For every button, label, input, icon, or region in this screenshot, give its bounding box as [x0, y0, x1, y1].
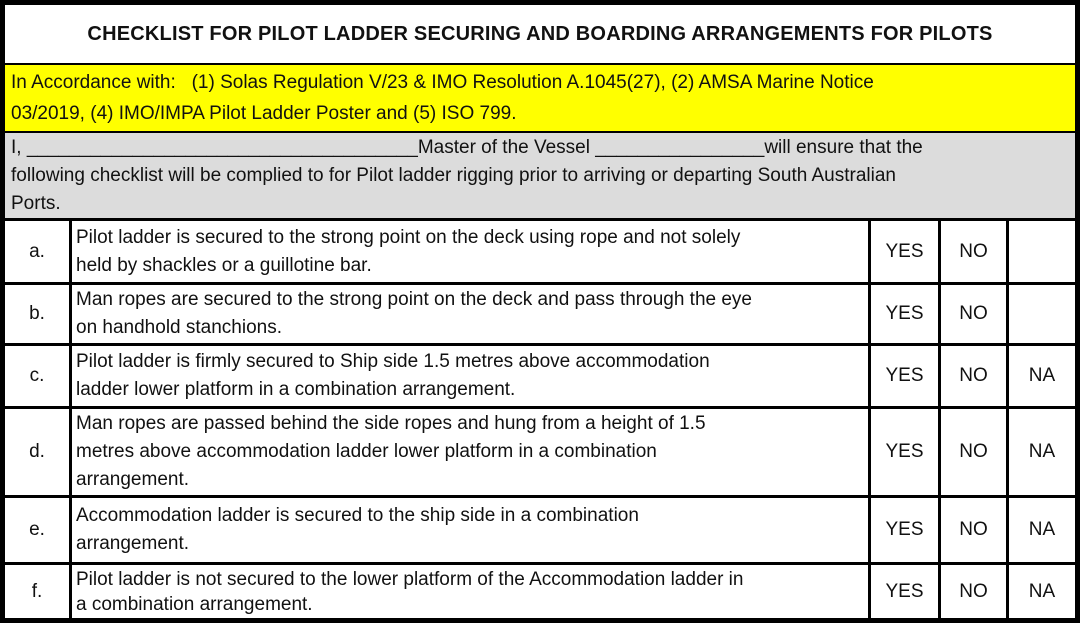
- table-row-f: [5, 565, 1075, 618]
- description-line: Pilot ladder is firmly secured to Ship side 1.5 metres above accommodation: [76, 351, 710, 372]
- na-option[interactable]: NA: [1028, 519, 1056, 540]
- no-option[interactable]: NO: [941, 346, 1009, 406]
- na-cell-empty: [1009, 221, 1075, 282]
- no-option[interactable]: NO: [941, 498, 1009, 562]
- row-description: [72, 498, 871, 562]
- description-line: metres above accommodation ladder lower platform in a combination: [76, 441, 657, 462]
- yes-option[interactable]: YES: [871, 409, 941, 495]
- no-option[interactable]: NO: [941, 221, 1009, 282]
- declaration-mid-text: Master of the Vessel: [417, 137, 596, 158]
- declaration-line-1: [11, 134, 1069, 162]
- yes-option[interactable]: YES: [871, 285, 941, 343]
- table-row-c: [5, 346, 1075, 409]
- table-row-a: [5, 221, 1075, 285]
- row-description: [72, 285, 871, 343]
- checklist-table: [5, 221, 1075, 618]
- document-title: CHECKLIST FOR PILOT LADDER SECURING AND BOARDING ARRANGEMENTS FOR PILOTS: [5, 5, 1075, 65]
- table-row-e: [5, 498, 1075, 565]
- description-line: held by shackles or a guillotine bar.: [76, 254, 372, 276]
- row-description: [72, 409, 871, 495]
- row-letter: f.: [5, 565, 72, 618]
- description-line: arrangement.: [76, 469, 190, 490]
- description-line: Man ropes are secured to the strong point on the deck and pass through the eye: [76, 289, 752, 310]
- description-line: Pilot ladder is not secured to the lower platform of the Accommodation ladder in: [76, 568, 744, 590]
- description-line: Pilot ladder is secured to the strong point on the deck using rope and not solely: [76, 226, 741, 248]
- na-cell-empty: [1009, 285, 1075, 343]
- declaration-prefix: I,: [11, 137, 27, 158]
- yes-option[interactable]: YES: [871, 565, 941, 618]
- row-letter: d.: [5, 409, 72, 495]
- no-option[interactable]: NO: [941, 285, 1009, 343]
- declaration-line-2: following checklist will be complied to for Pilot ladder rigging prior to arriving or departing South Australian: [11, 165, 897, 186]
- description-line: ladder lower platform in a combination arrangement.: [76, 379, 516, 400]
- row-letter: b.: [5, 285, 72, 343]
- na-option[interactable]: NA: [1028, 365, 1056, 386]
- yes-option[interactable]: YES: [871, 221, 941, 282]
- row-description: [72, 565, 871, 618]
- na-option[interactable]: NA: [1028, 580, 1056, 602]
- row-letter: a.: [5, 221, 72, 282]
- accordance-line-1: In Accordance with: (1) Solas Regulation V/23 & IMO Resolution A.1045(27), (2) AMSA Marine Notice: [11, 72, 874, 93]
- table-row-d: [5, 409, 1075, 498]
- vessel-name-field[interactable]: ________________: [595, 137, 765, 158]
- master-name-field[interactable]: _____________________________________: [26, 137, 418, 158]
- table-row-b: [5, 285, 1075, 346]
- description-line: Man ropes are passed behind the side ropes and hung from a height of 1.5: [76, 413, 706, 434]
- accordance-line-2: 03/2019, (4) IMO/IMPA Pilot Ladder Poster and (5) ISO 799.: [11, 103, 517, 124]
- no-option[interactable]: NO: [941, 565, 1009, 618]
- row-description: [72, 346, 871, 406]
- description-line: a combination arrangement.: [76, 593, 313, 615]
- declaration-line-3: Ports.: [11, 193, 61, 214]
- description-line: Accommodation ladder is secured to the ship side in a combination: [76, 505, 639, 526]
- accordance-note: [5, 65, 1075, 133]
- declaration-line1-suffix: will ensure that the: [764, 137, 923, 158]
- yes-option[interactable]: YES: [871, 498, 941, 562]
- description-line: on handhold stanchions.: [76, 317, 282, 338]
- master-declaration: [5, 133, 1075, 221]
- na-option[interactable]: NA: [1028, 441, 1056, 462]
- no-option[interactable]: NO: [941, 409, 1009, 495]
- row-letter: c.: [5, 346, 72, 406]
- yes-option[interactable]: YES: [871, 346, 941, 406]
- row-letter: e.: [5, 498, 72, 562]
- row-description: [72, 221, 871, 282]
- description-line: arrangement.: [76, 533, 190, 554]
